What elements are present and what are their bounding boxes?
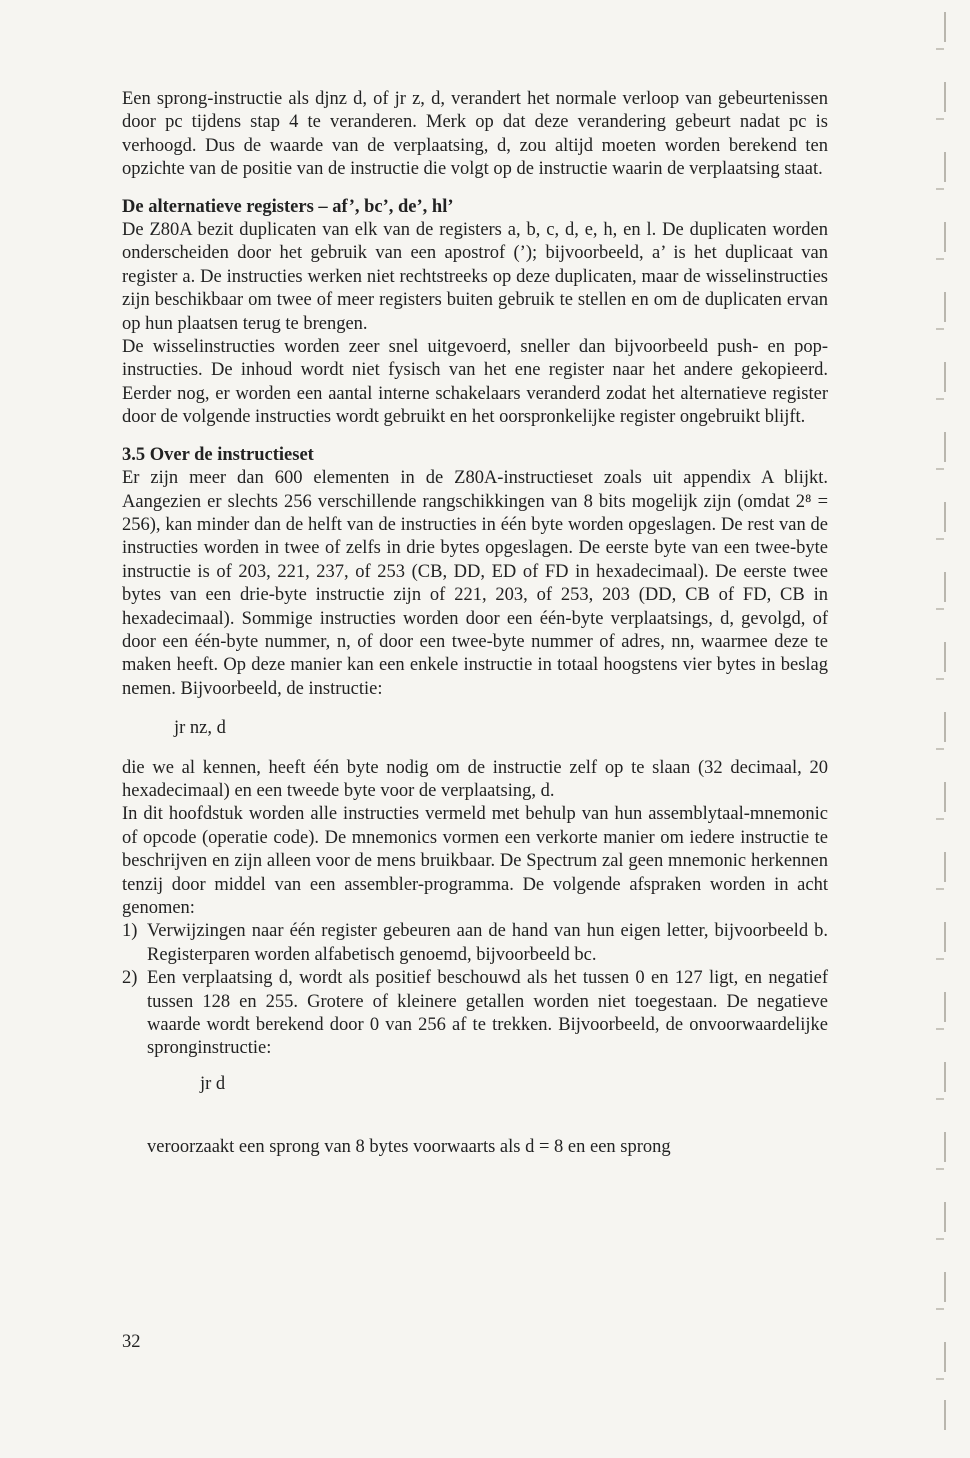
paragraph-last-line: veroorzaakt een sprong van 8 bytes voorwaarts als d = 8 en een sprong xyxy=(147,1137,671,1158)
page-body xyxy=(122,88,828,1160)
conventions-list xyxy=(122,920,828,1060)
paragraph-exchange-instructions: De wisselinstructies worden zeer snel uitgevoerd, sneller dan bijvoorbeeld push- en pop-instructies. De inhoud wordt niet fysisch van het ene register naar het andere gekopieerd. Eerder nog, er worden een aantal interne schakelaars veranderd zodat het alternatieve register door de volgende instructies wordt gebruikt en het oorspronkelijke register ongebruikt blijft. xyxy=(122,337,828,428)
ring-binding-edge xyxy=(908,0,970,1458)
list-item-text: Verwijzingen naar één register gebeuren aan de hand van hun eigen letter, bijvoorbeeld b. Registerparen worden alfabetisch genoemd, bijvoorbeeld bc. xyxy=(147,921,828,965)
paragraph-alternate-registers: De Z80A bezit duplicaten van elk van de registers a, b, c, d, e, h, en l. De duplicaten worden onderscheiden door het gebruik van een apostrof (’); bijvoorbeeld, a’ is het duplicaat van register a. De instructies werken niet rechtstreeks op deze duplicaten, maar de wisselinstructies zijn beschikbaar om twee of meer registers buiten gebruik te stellen en om de duplicaten ervan op hun plaatsen terug te brengen. xyxy=(122,220,828,334)
list-number: 1) xyxy=(122,921,138,942)
code-example-jr-d: jr d xyxy=(200,1073,226,1094)
list-item xyxy=(122,967,828,1061)
paragraph-intro: Een sprong-instructie als djnz d, of jr z, d, verandert het normale verloop van gebeurtenissen door pc tijdens stap 4 te veranderen. Merk op dat deze verandering gebeurt nadat pc is verhoogd. Dus de waarde van de verplaatsing, d, zou altijd moeten worden berekend ten opzichte van de positie van de instructie die volgt op de instructie waarin de verplaatsing staat. xyxy=(122,89,828,180)
paragraph-instruction-set: Er zijn meer dan 600 elementen in de Z80A-instructieset zoals uit appendix A blijkt. Aangezien er slechts 256 verschillende rangschikkingen van 8 bits mogelijk zijn (omdat 2⁸ = 256), kan minder dan de helft van de instructies in één byte worden opgeslagen. De rest van de instructies worden in twee of zelfs in drie bytes opgeslagen. De eerste byte van een twee-byte instructie is of 203, 221, 237, of 253 (CB, DD, ED of FD in hexadecimaal). De eerste twee bytes van een drie-byte instructie zijn of 221, 203, of 253, 203 (DD, CB of FD, CB in hexadecimaal). Sommige instructies worden door een één-byte verplaatsings, d, gevolgd, of door een één-byte nummer, n, of door een twee-byte nummer of adres, nn, waarmee deze te maken heeft. Op deze manier kan een enkele instructie in totaal hoogstens vier bytes in beslag nemen. Bijvoorbeeld, de instructie: xyxy=(122,468,828,699)
paragraph-mnemonics: In dit hoofdstuk worden alle instructies vermeld met behulp van hun assemblytaal-mnemonic of opcode (operatie code). De mnemonics vormen een verkorte manier om iedere instructie te beschrijven en zijn alleen voor de mens bruikbaar. De Spectrum zal geen mnemonic herkennen tenzij door middel van een assembler-programma. De volgende afspraken worden in acht genomen: xyxy=(122,804,828,918)
code-example-jr-nz: jr nz, d xyxy=(174,718,226,739)
heading-instruction-set: 3.5 Over de instructieset xyxy=(122,444,314,465)
paragraph-after-code: die we al kennen, heeft één byte nodig om de instructie zelf op te slaan (32 decimaal, 20 hexadecimaal) en een tweede byte voor de verplaatsing, d. xyxy=(122,757,828,801)
list-number: 2) xyxy=(122,968,138,989)
list-item-text: Een verplaatsing d, wordt als positief beschouwd als het tussen 0 en 127 ligt, en negatief tussen 128 en 255. Grotere of kleinere getallen worden niet toegestaan. De negatieve waarde wordt berekend door 0 van 256 af te trekken. Bijvoorbeeld, de onvoorwaardelijke spronginstructie: xyxy=(147,968,828,1059)
list-item xyxy=(122,920,828,967)
heading-alternate-registers: De alternatieve registers – af’, bc’, de’, hl’ xyxy=(122,196,454,217)
page-number: 32 xyxy=(122,1332,141,1352)
